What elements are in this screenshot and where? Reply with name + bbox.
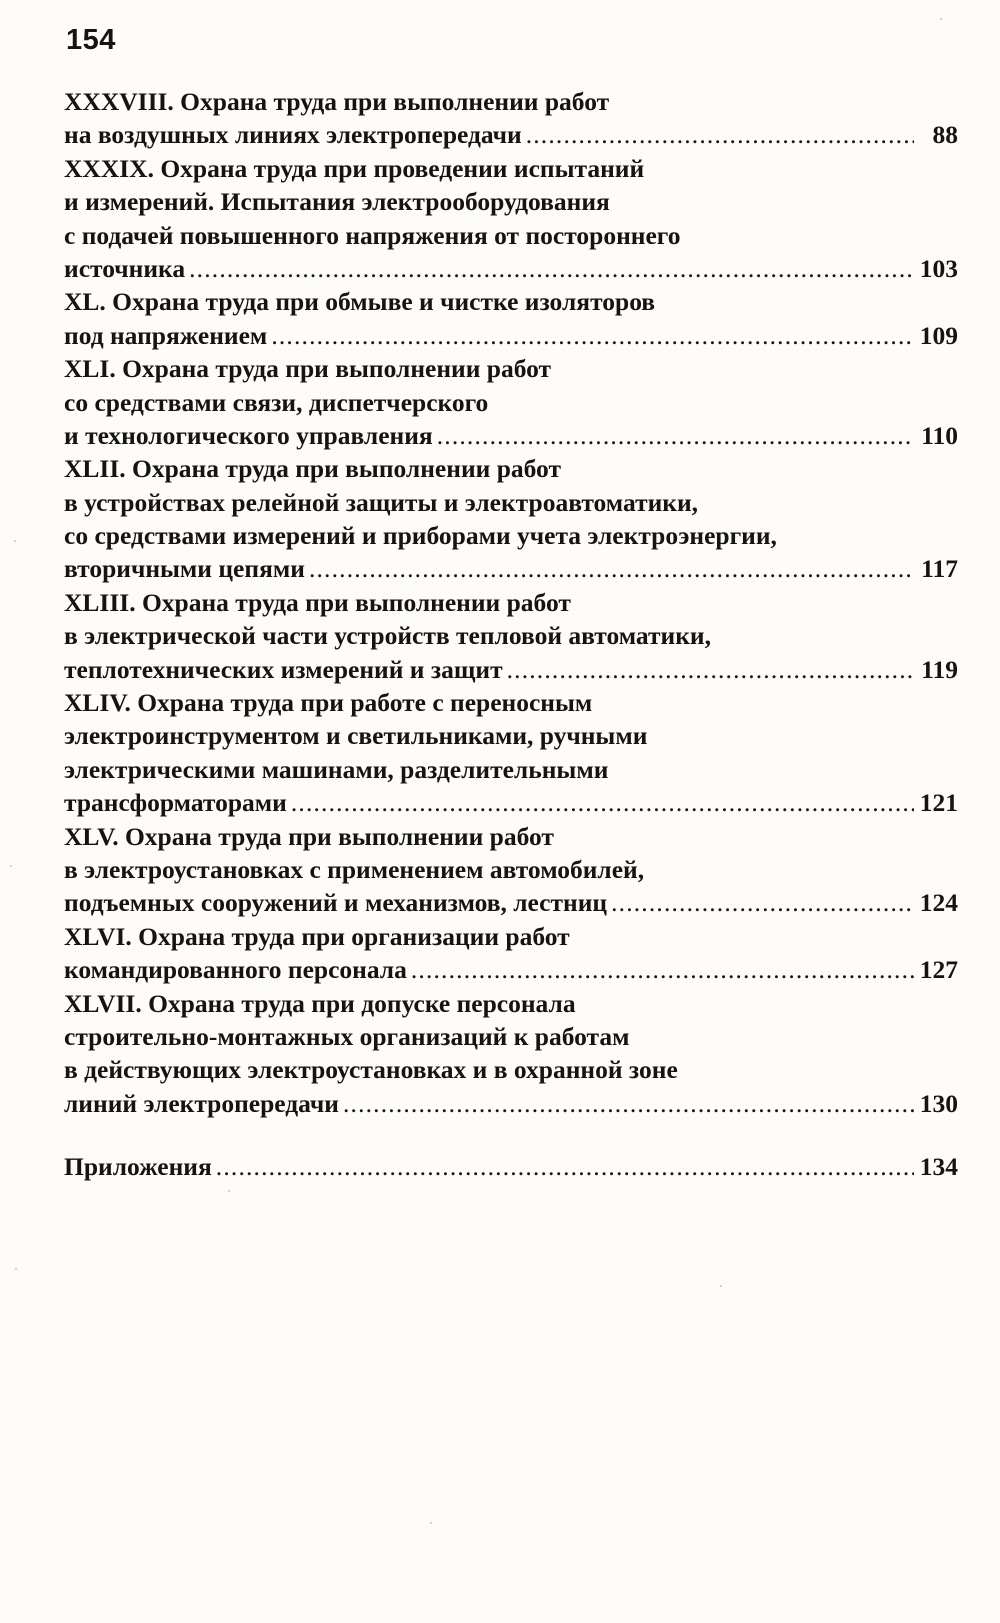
- entry-last-line: [64, 319, 958, 352]
- entry-title-line: XXXIX. Охрана труда при проведении испытаний: [64, 153, 645, 183]
- table-of-contents: [64, 85, 958, 1184]
- entry-text: вторичными цепями: [64, 554, 305, 584]
- dot-leader: [526, 118, 914, 151]
- toc-entry: [64, 152, 958, 286]
- entry-text-line: и измерений. Испытания электрооборудования: [64, 187, 610, 217]
- entry-text-line: в действующих электроустановках и в охранной зоне: [64, 1055, 678, 1085]
- entry-title-line: XLIV. Охрана труда при работе с переносным: [64, 688, 593, 718]
- toc-entry: [64, 820, 958, 920]
- entry-page-number: 127: [919, 955, 958, 985]
- entry-text: Приложения: [64, 1152, 212, 1182]
- entry-title-line: XLIII. Охрана труда при выполнении работ: [64, 587, 571, 617]
- page-number: 154: [66, 24, 116, 56]
- entry-page-number: 124: [919, 888, 958, 918]
- entry-title-line: XLI. Охрана труда при выполнении работ: [64, 354, 552, 384]
- entry-last-line: [64, 118, 958, 151]
- entry-text: подъемных сооружений и механизмов, лестниц: [64, 888, 608, 918]
- entry-title-line: XXXVIII. Охрана труда при выполнении работ: [64, 87, 610, 116]
- paper-speck: [228, 1190, 230, 1192]
- entry-text: трансформаторами: [64, 788, 287, 818]
- entry-text-line: в устройствах релейной защиты и электроавтоматики,: [64, 487, 699, 517]
- entry-page-number: 134: [919, 1152, 958, 1182]
- entry-text-line: со средствами измерений и приборами учета электроэнергии,: [64, 521, 777, 551]
- dot-leader: [189, 252, 914, 285]
- entry-page-number: 103: [919, 253, 958, 283]
- entry-page-number: 117: [921, 554, 958, 584]
- entry-last-line: [64, 252, 958, 285]
- entry-last-line: [64, 786, 958, 819]
- paper-speck: [720, 1285, 722, 1287]
- entry-text-line: в электроустановках с применением автомобилей,: [64, 854, 645, 884]
- entry-text-line: в электрической части устройств тепловой автоматики,: [64, 621, 711, 651]
- paper-speck: [940, 18, 942, 20]
- entry-page-number: 130: [919, 1088, 958, 1118]
- entry-text-line: со средствами связи, диспетчерского: [64, 387, 489, 417]
- dot-leader: [411, 953, 914, 986]
- entry-text: на воздушных линиях электропередачи: [64, 120, 522, 150]
- entry-text-line: электрическими машинами, разделительными: [64, 754, 609, 784]
- toc-entry: [64, 987, 958, 1121]
- appendix-line: [64, 1150, 958, 1183]
- entry-title-line: XLVI. Охрана труда при организации работ: [64, 921, 570, 951]
- dot-leader: [437, 419, 914, 452]
- entry-text-line: электроинструментом и светильниками, ручными: [64, 721, 648, 751]
- entry-page-number: 88: [932, 120, 958, 150]
- entry-page-number: 110: [921, 420, 958, 450]
- entry-text-line: с подачей повышенного напряжения от постороннего: [64, 220, 681, 250]
- toc-entry: [64, 85, 958, 152]
- entry-text: и технологического управления: [64, 420, 433, 450]
- appendix-entry: [64, 1150, 958, 1183]
- paper-speck: [430, 1522, 432, 1524]
- entry-title-line: XLVII. Охрана труда при допуске персонала: [64, 988, 576, 1018]
- toc-entry: [64, 285, 958, 352]
- dot-leader: [343, 1087, 914, 1120]
- entry-text: линий электропередачи: [64, 1088, 339, 1118]
- paper-speck: [15, 1268, 17, 1270]
- dot-leader: [507, 653, 914, 686]
- entry-last-line: [64, 419, 958, 452]
- entry-text: источника: [64, 253, 186, 283]
- dot-leader: [309, 552, 914, 585]
- entry-text-line: строительно-монтажных организаций к работам: [64, 1021, 630, 1051]
- dot-leader: [271, 319, 913, 352]
- dot-leader: [216, 1150, 914, 1183]
- toc-entry: [64, 452, 958, 586]
- dot-leader: [291, 786, 914, 819]
- paper-speck: [14, 540, 16, 542]
- entry-last-line: [64, 653, 958, 686]
- entry-last-line: [64, 1087, 958, 1120]
- toc-entry: [64, 920, 958, 987]
- paper-speck: [10, 865, 12, 867]
- entry-last-line: [64, 953, 958, 986]
- entry-last-line: [64, 552, 958, 585]
- entry-title-line: XLV. Охрана труда при выполнении работ: [64, 821, 554, 851]
- entry-last-line: [64, 886, 958, 919]
- entry-title-line: XLII. Охрана труда при выполнении работ: [64, 454, 561, 484]
- toc-entry: [64, 686, 958, 820]
- entry-text: командированного персонала: [64, 955, 407, 985]
- entry-page-number: 109: [919, 320, 958, 350]
- dot-leader: [611, 886, 914, 919]
- entry-text: теплотехнических измерений и защит: [64, 654, 503, 684]
- toc-entry: [64, 586, 958, 686]
- entry-page-number: 119: [921, 654, 958, 684]
- entry-page-number: 121: [919, 788, 958, 818]
- entry-text: под напряжением: [64, 320, 268, 350]
- entry-title-line: XL. Охрана труда при обмыве и чистке изоляторов: [64, 287, 656, 317]
- section-gap: [64, 1120, 958, 1150]
- toc-entry: [64, 352, 958, 452]
